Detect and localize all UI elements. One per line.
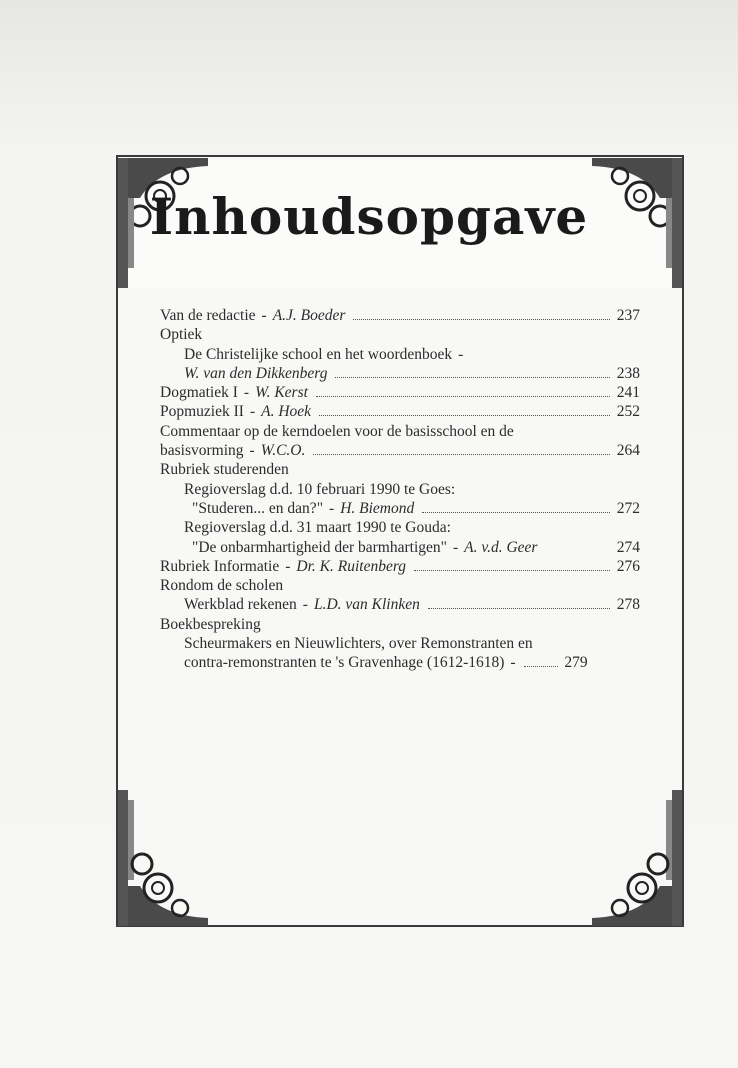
- toc-entry: [160, 634, 640, 653]
- toc-entry: [160, 422, 640, 441]
- toc-entry-title: Scheurmakers en Nieuwlichters, over Remonstranten en: [184, 635, 533, 653]
- dot-leader: [316, 384, 610, 397]
- toc-separator: -: [302, 596, 308, 614]
- toc-section: [160, 576, 640, 595]
- toc-entry: [160, 480, 640, 499]
- toc-entry-title: basisvorming: [160, 442, 244, 460]
- toc-entry-author: A. v.d. Geer: [464, 538, 538, 556]
- toc-entry-title: Commentaar op de kerndoelen voor de basisschool en de: [160, 422, 514, 440]
- dot-leader: [414, 557, 610, 570]
- toc-section-title: Rubriek studerenden: [160, 461, 289, 479]
- toc-separator: -: [249, 442, 255, 460]
- toc-entry-page: 238: [616, 364, 640, 382]
- ornament-bottom-left-icon: [118, 790, 208, 926]
- toc-entry-title: De Christelijke school en het woordenboek: [184, 345, 453, 363]
- dot-leader: [428, 596, 610, 609]
- toc-separator: -: [249, 403, 256, 421]
- toc-entry: [160, 595, 640, 614]
- toc-entry-title: Regioverslag d.d. 31 maart 1990 te Gouda:: [184, 519, 451, 537]
- dot-leader: [422, 500, 610, 513]
- toc-entry-title: contra-remonstranten te 's Gravenhage (1612-1618): [184, 654, 505, 672]
- toc-entry-page: 237: [616, 307, 640, 324]
- toc-separator: -: [329, 499, 335, 517]
- toc-entry: [160, 345, 640, 364]
- toc-section: [160, 325, 640, 344]
- toc-entry-title: "De onbarmhartigheid der barmhartigen": [192, 538, 447, 556]
- toc-entry: [160, 441, 640, 460]
- dot-leader: [353, 307, 610, 320]
- toc-separator: -: [458, 345, 464, 363]
- toc-entry: [160, 306, 640, 325]
- toc-entry-title: Regioverslag d.d. 10 februari 1990 te Goes:: [184, 480, 456, 498]
- toc-entry: [160, 653, 640, 672]
- toc-entry-author: H. Biemond: [340, 499, 415, 517]
- toc-entry-page: 272: [616, 499, 640, 517]
- toc-entry-author: W.C.O.: [260, 442, 306, 460]
- toc-separator: -: [510, 654, 516, 672]
- toc-entry: [160, 402, 640, 421]
- toc-entry: [160, 383, 640, 402]
- toc-entry-title: Werkblad rekenen: [184, 596, 297, 614]
- toc-entry: [160, 557, 640, 576]
- page-title: Inhoudsopgave: [149, 187, 589, 246]
- toc-entry-page: 241: [616, 384, 640, 402]
- toc-entry: [160, 499, 640, 518]
- toc-entry-page: 252: [616, 403, 640, 421]
- toc-entry-author: A. Hoek: [261, 403, 312, 421]
- toc-section: [160, 615, 640, 634]
- toc-entry-title: Rubriek Informatie: [160, 557, 280, 575]
- toc-entry-title: Van de redactie: [160, 307, 256, 324]
- toc-entry: [160, 538, 640, 557]
- ornament-bottom-right-icon: [592, 790, 682, 926]
- toc-section-title: Optiek: [160, 326, 203, 344]
- toc-entry-title: Popmuziek II: [160, 403, 244, 421]
- dot-leader: [524, 654, 558, 667]
- toc-entry-page: 279: [564, 654, 588, 672]
- toc-entry-author: A.J. Boeder: [272, 307, 346, 324]
- toc-entry-author: L.D. van Klinken: [313, 596, 420, 614]
- toc-entry: [160, 364, 640, 383]
- toc-entry-author: W. van den Dikkenberg: [184, 364, 328, 382]
- toc-separator: -: [285, 557, 291, 575]
- toc-entry-page: 274: [616, 538, 640, 556]
- toc-section-title: Boekbespreking: [160, 615, 261, 633]
- toc-separator: -: [452, 538, 459, 556]
- toc-entry-page: 276: [616, 557, 640, 575]
- toc-entry-author: W. Kerst: [255, 384, 308, 402]
- toc-separator: -: [261, 307, 267, 324]
- dot-leader: [335, 365, 610, 378]
- toc-section-title: Rondom de scholen: [160, 577, 284, 595]
- toc-entry: [160, 518, 640, 537]
- dot-leader: [313, 442, 610, 455]
- dot-leader: [539, 539, 612, 551]
- toc-section: [160, 460, 640, 479]
- table-of-contents: [160, 306, 640, 673]
- dot-leader: [319, 403, 610, 416]
- toc-separator: -: [243, 384, 250, 402]
- toc-entry-page: 278: [616, 596, 640, 614]
- toc-entry-page: 264: [616, 442, 640, 460]
- toc-entry-author: Dr. K. Ruitenberg: [296, 557, 407, 575]
- toc-entry-title: "Studeren... en dan?": [192, 499, 324, 517]
- toc-entry-title: Dogmatiek I: [160, 384, 238, 402]
